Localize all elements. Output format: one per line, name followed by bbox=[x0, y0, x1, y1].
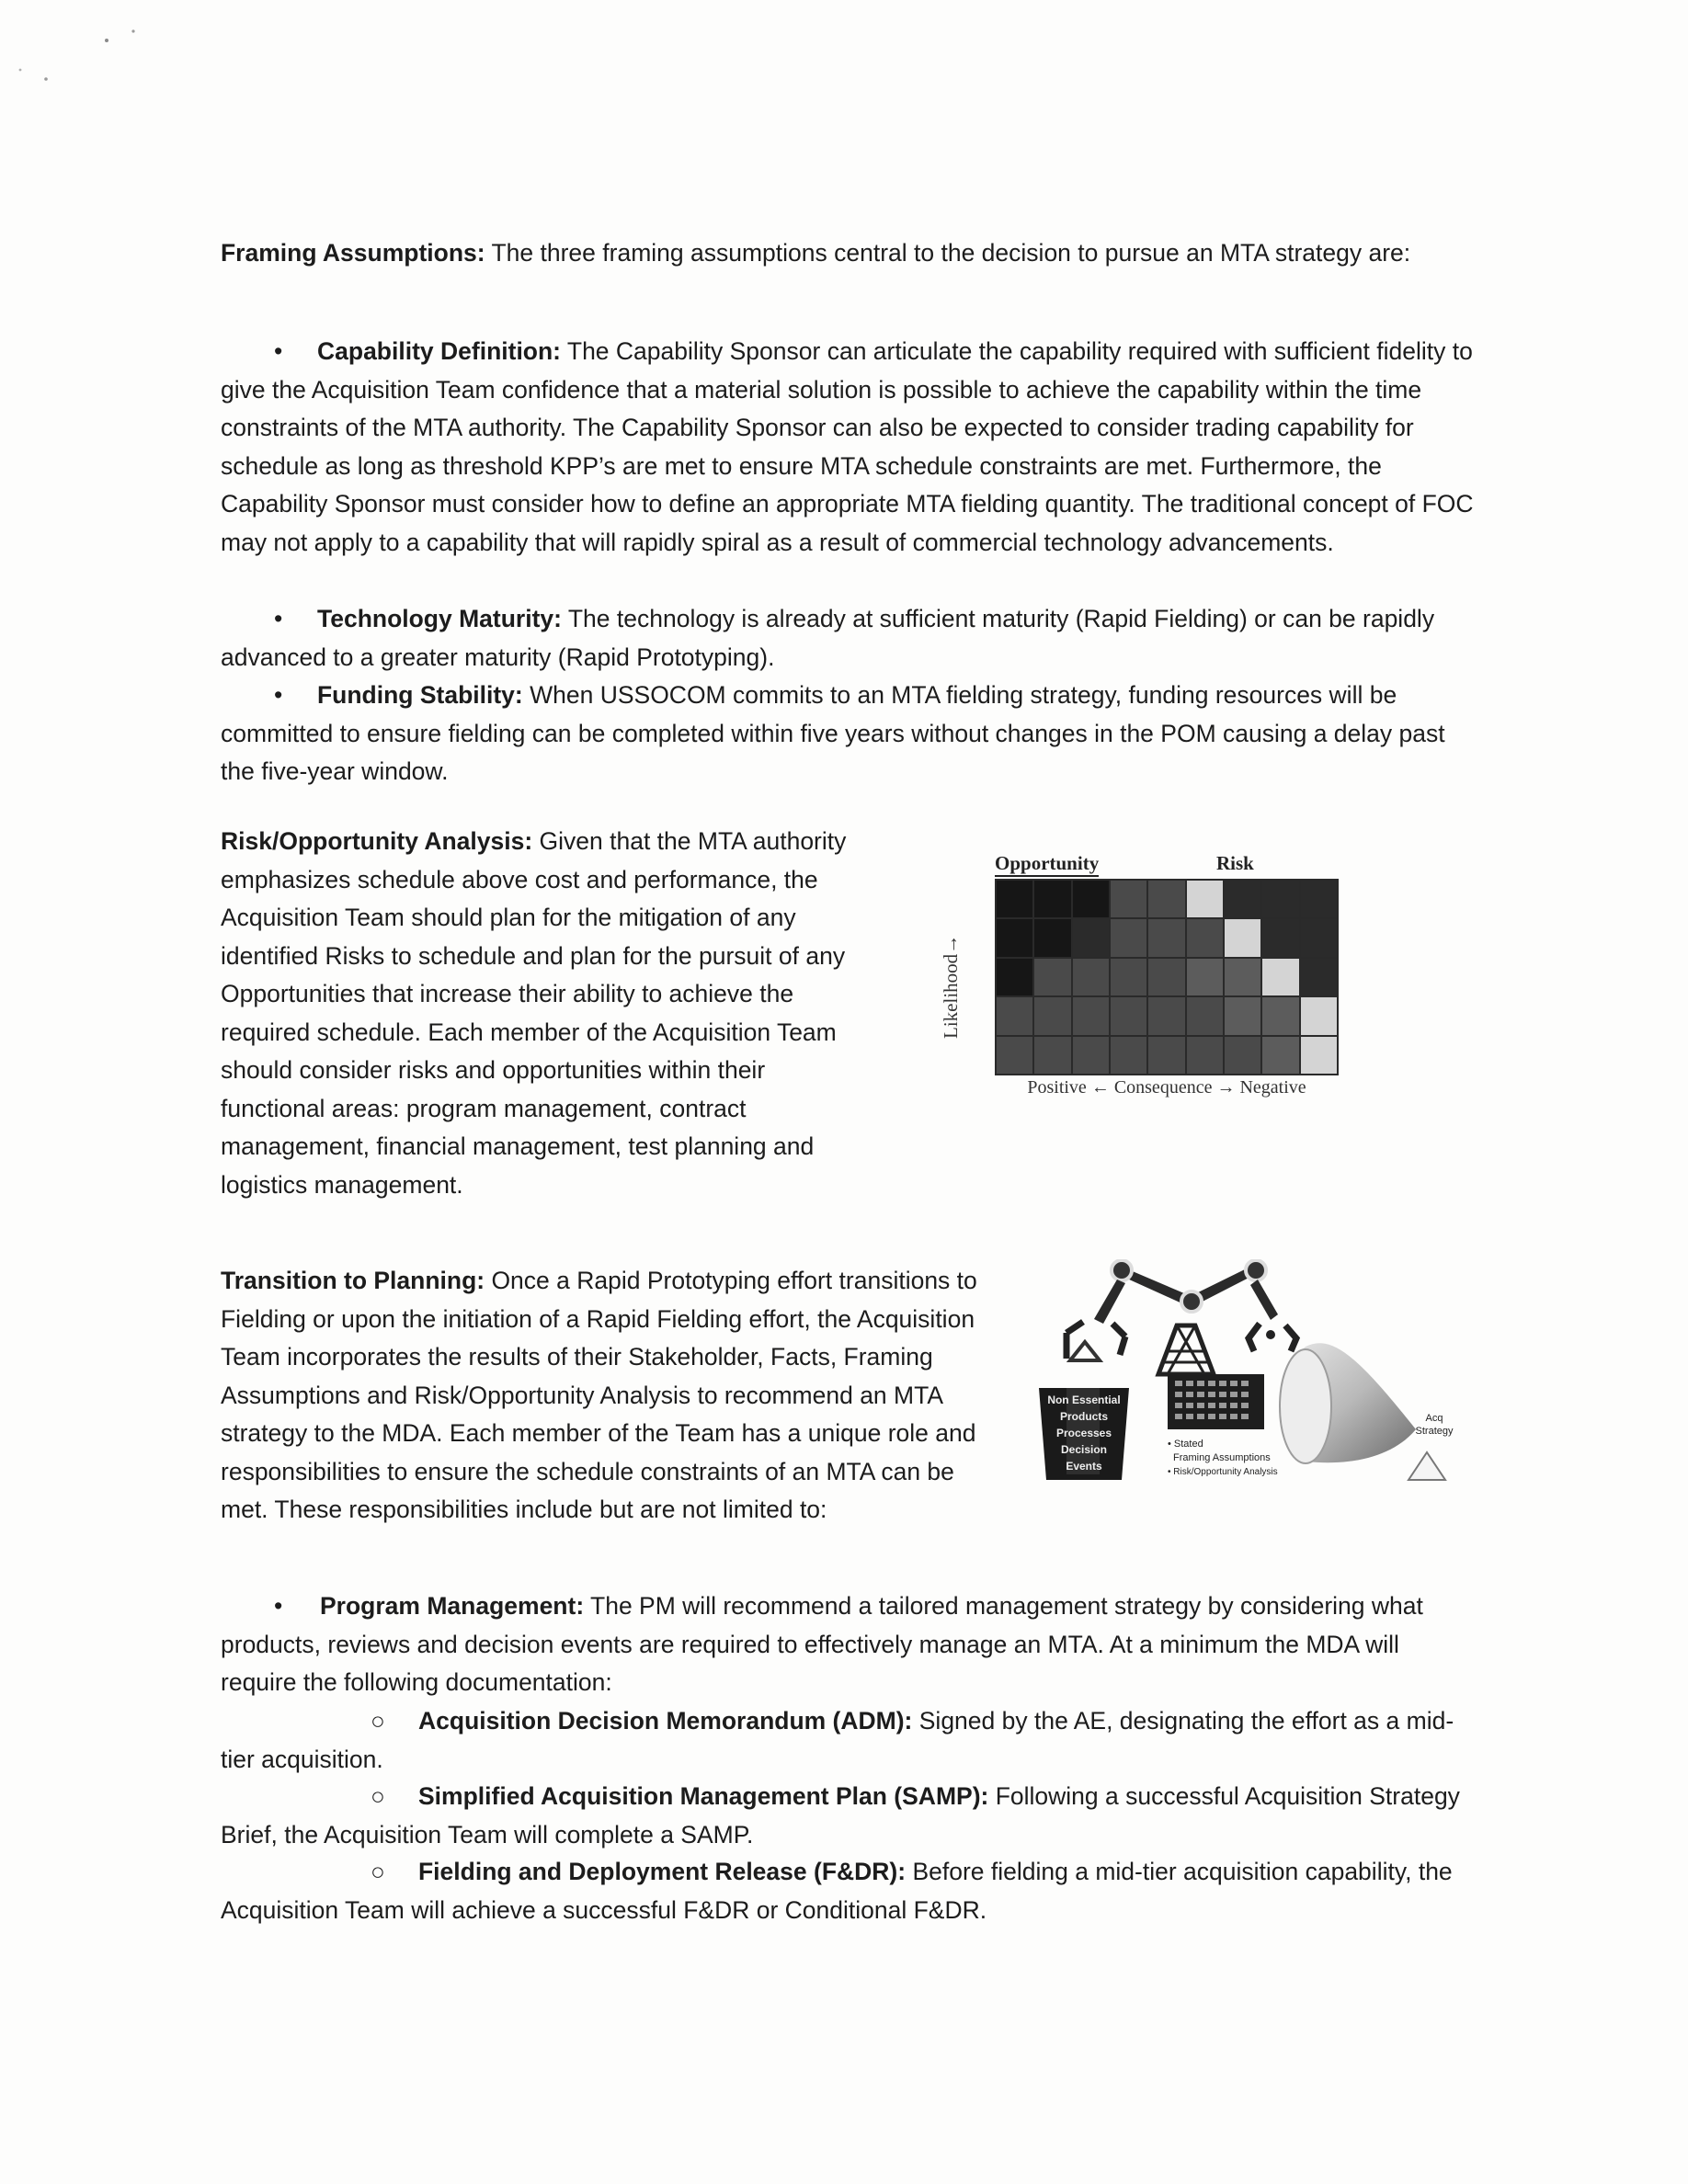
capability-text: The Capability Sponsor can articulate the capability required with sufficient fidelity to give the Acquisition Team confidence that a material solution is possible to achieve the capability within the time constraints of the MTA authority. The Capability Sponsor can also be expected to consider trading capability for schedule as long as threshold KPP’s are met to ensure MTA schedule constraints are met. Furthermore, the Capability Sponsor must consider how to define an appropriate MTA fielding quantity. The traditional concept of FOC may not apply to a capability that will rapidly spiral as a result of commercial technology advancements. bbox=[221, 337, 1474, 556]
opportunity-label: Opportunity bbox=[995, 851, 1099, 877]
program-text: The PM will recommend a tailored management strategy by considering what products, reviews and decision events are required to effectively manage an MTA. At a minimum the MDA will require the following documentation: bbox=[221, 1592, 1423, 1696]
risk-text: Given that the MTA authority emphasizes schedule above cost and performance, the Acquisition Team should plan for the mitigation of any identified Risks to schedule and plan for the pursuit of any Opportunities that increase their ability to achieve the required schedule. Each member of the Acquisition Team should consider risks and opportunities within their functional areas: program management, contract management, financial management, test planning and logistics management. bbox=[221, 827, 847, 1199]
heatmap-cell bbox=[1111, 997, 1146, 1034]
acq-line-2: Strategy bbox=[1415, 1426, 1454, 1437]
bullet-glyph: • bbox=[274, 681, 283, 709]
heatmap-cell bbox=[1073, 959, 1109, 995]
heatmap-cell bbox=[1262, 997, 1298, 1034]
risk-opportunity-heatmap bbox=[995, 879, 1339, 1075]
heatmap-cell bbox=[1073, 881, 1109, 917]
framing-bullet-technology bbox=[221, 600, 1480, 677]
heatmap-cell bbox=[1148, 919, 1184, 956]
adm-text: Signed by the AE, designating the effort as a mid-tier acquisition. bbox=[221, 1707, 1454, 1773]
transition-paragraph bbox=[221, 1262, 984, 1530]
framing-heading: Framing Assumptions: bbox=[221, 239, 485, 267]
heatmap-cell bbox=[1148, 997, 1184, 1034]
technology-text: The technology is already at sufficient maturity (Rapid Fielding) or can be rapidly advanced to a greater maturity (Rapid Prototyping). bbox=[221, 605, 1435, 671]
heatmap-cell bbox=[1225, 959, 1260, 995]
basket-line-1: Non Essential bbox=[1047, 1393, 1121, 1406]
sub-item-fdr bbox=[221, 1853, 1480, 1929]
heatmap-cell bbox=[1262, 959, 1298, 995]
bullet-glyph: • bbox=[274, 1592, 283, 1620]
heatmap-cell bbox=[1111, 881, 1146, 917]
capability-label: Capability Definition: bbox=[317, 337, 561, 365]
heatmap-cell bbox=[1262, 881, 1298, 917]
heatmap-cell bbox=[1034, 919, 1070, 956]
samp-text: Following a successful Acquisition Strategy Brief, the Acquisition Team will complete a SAMP. bbox=[221, 1782, 1460, 1848]
heatmap-cell bbox=[1111, 919, 1146, 956]
technology-label: Technology Maturity: bbox=[317, 605, 562, 632]
heatmap-cell bbox=[1225, 1037, 1260, 1074]
heatmap-cell bbox=[997, 959, 1032, 995]
sub-bullet-glyph: ○ bbox=[371, 1858, 386, 1885]
program-management-paragraph bbox=[221, 1587, 1480, 1702]
acq-line-1: Acq bbox=[1425, 1413, 1443, 1424]
heatmap-cell bbox=[1111, 1037, 1146, 1074]
framing-intro: The three framing assumptions central to the decision to pursue an MTA strategy are: bbox=[485, 239, 1411, 267]
heatmap-cell bbox=[1225, 997, 1260, 1034]
sub-bullet-glyph: ○ bbox=[371, 1707, 386, 1735]
heatmap-cell bbox=[1148, 881, 1184, 917]
heatmap-cell bbox=[1262, 919, 1298, 956]
heatmap-cell bbox=[1034, 1037, 1070, 1074]
sub-item-adm bbox=[221, 1702, 1480, 1779]
heatmap-cell bbox=[1301, 881, 1337, 917]
bullet-glyph: • bbox=[274, 605, 283, 632]
heatmap-cell bbox=[1225, 881, 1260, 917]
heatmap-cell bbox=[1187, 997, 1223, 1034]
stated-line-1: • Stated bbox=[1168, 1439, 1203, 1450]
bullet-glyph: • bbox=[274, 337, 283, 365]
transition-heading: Transition to Planning: bbox=[221, 1267, 485, 1294]
stated-line-2: Framing Assumptions bbox=[1173, 1452, 1271, 1463]
basket-line-5: Events bbox=[1066, 1460, 1102, 1473]
heatmap-cell bbox=[1187, 1037, 1223, 1074]
basket-line-4: Decision bbox=[1060, 1443, 1108, 1456]
heatmap-cell bbox=[1148, 959, 1184, 995]
likelihood-axis-label: Likelihood→ bbox=[940, 934, 962, 1039]
adm-label: Acquisition Decision Memorandum (ADM): bbox=[418, 1707, 913, 1735]
heatmap-cell bbox=[1187, 919, 1223, 956]
stated-line-3: • Risk/Opportunity Analysis bbox=[1168, 1467, 1278, 1477]
heatmap-cell bbox=[1073, 919, 1109, 956]
sub-item-samp bbox=[221, 1778, 1480, 1854]
framing-paragraph bbox=[221, 234, 1480, 273]
scan-specks bbox=[0, 0, 184, 110]
risk-label: Risk bbox=[1216, 852, 1254, 874]
heatmap-cell bbox=[1148, 1037, 1184, 1074]
samp-label: Simplified Acquisition Management Plan (SAMP): bbox=[418, 1782, 989, 1810]
transition-text: Once a Rapid Prototyping effort transitions to Fielding or upon the initiation of a Rapid Fielding effort, the Acquisition Team incorporates the results of their Stakeholder, Facts, Framing Assumptions and Risk/Opportunity Analysis to recommend an MTA strategy to the MDA. Each member of the Team has a unique role and responsibilities to ensure the schedule constraints of an MTA can be met. These responsibilities include but are not limited to: bbox=[221, 1267, 977, 1523]
sub-bullet-glyph: ○ bbox=[371, 1782, 386, 1810]
planning-robot-illustration bbox=[1030, 1259, 1471, 1498]
fdr-text: Before fielding a mid-tier acquisition capability, the Acquisition Team will achieve a successful F&DR or Conditional F&DR. bbox=[221, 1858, 1453, 1924]
risk-heading: Risk/Opportunity Analysis: bbox=[221, 827, 533, 855]
fdr-label: Fielding and Deployment Release (F&DR): bbox=[418, 1858, 907, 1885]
framing-bullet-funding bbox=[221, 677, 1480, 791]
heatmap-cell bbox=[1073, 997, 1109, 1034]
heatmap-cell bbox=[1301, 997, 1337, 1034]
heatmap-cell bbox=[1301, 919, 1337, 956]
basket-line-2: Products bbox=[1059, 1410, 1109, 1423]
heatmap-cell bbox=[1034, 997, 1070, 1034]
funding-label: Funding Stability: bbox=[317, 681, 523, 709]
heatmap-cell bbox=[997, 1037, 1032, 1074]
heatmap-cell bbox=[1301, 959, 1337, 995]
heatmap-cell bbox=[1034, 959, 1070, 995]
heatmap-cell bbox=[1034, 881, 1070, 917]
heatmap-cell bbox=[1073, 1037, 1109, 1074]
consequence-axis-label: Positive ← Consequence → Negative bbox=[1027, 1077, 1306, 1098]
heatmap-cell bbox=[997, 919, 1032, 956]
heatmap-cell bbox=[997, 881, 1032, 917]
heatmap-cell bbox=[1301, 1037, 1337, 1074]
program-label: Program Management: bbox=[320, 1592, 585, 1620]
heatmap-cell bbox=[1187, 959, 1223, 995]
heatmap-cell bbox=[997, 997, 1032, 1034]
heatmap-cell bbox=[1225, 919, 1260, 956]
basket-line-3: Processes bbox=[1055, 1427, 1112, 1439]
framing-bullet-capability bbox=[221, 333, 1480, 562]
heatmap-cell bbox=[1262, 1037, 1298, 1074]
heatmap-cell bbox=[1187, 881, 1223, 917]
funding-text: When USSOCOM commits to an MTA fielding strategy, funding resources will be committed to ensure fielding can be completed within five years without changes in the POM causing a delay past the five-year window. bbox=[221, 681, 1445, 785]
risk-paragraph bbox=[221, 823, 855, 1204]
heatmap-cell bbox=[1111, 959, 1146, 995]
